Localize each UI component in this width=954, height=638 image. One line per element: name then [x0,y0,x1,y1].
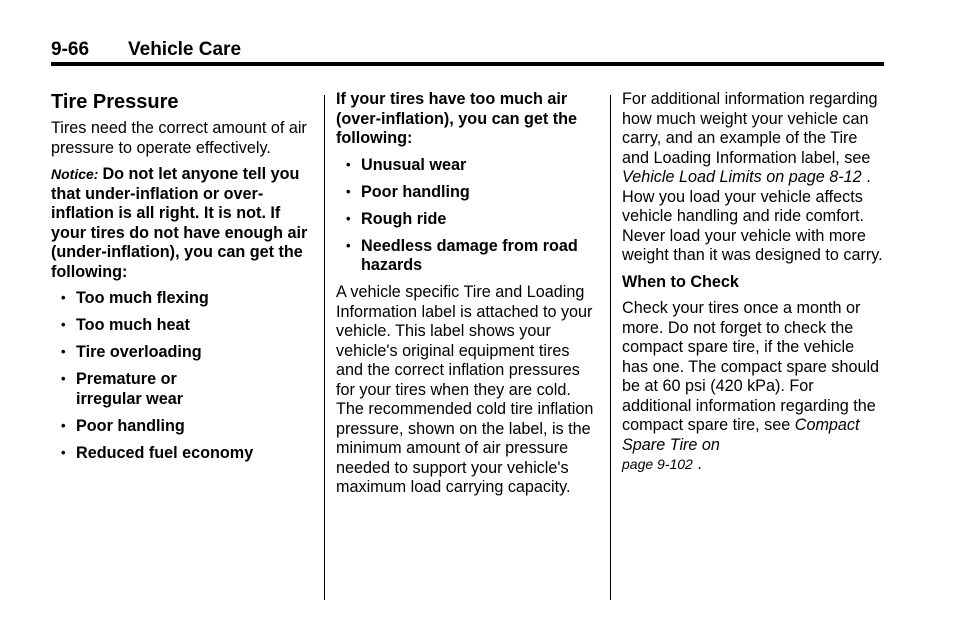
check-text: Check your tires once a month or more. Do not forget to check the compact spare tire, if the vehicle has one. The compact spare should be at 60 psi (420 kPa). For additional information regarding the compact spare tire, see [622,299,880,434]
sentence-end: . [697,455,702,473]
load-info-text: For additional information regarding how much weight your vehicle can carry, and an example of the Tire and Loading Information label, see [622,90,878,167]
column-2 [336,90,598,505]
vehicle-load-limits-link[interactable]: Vehicle Load Limits on page 8-12 [622,168,862,186]
loading-paragraph: How you load your vehicle affects vehicle handling and ride comfort. Never load your vehicle with more weight than it was designed to carry. [622,187,883,264]
list-item: • Needless damage from road hazards [346,237,598,276]
notice-label: Notice: [51,166,99,182]
over-inflation-heading: If your tires have too much air (over-inflation), you can get the following: [336,90,578,147]
check-paragraph [622,299,884,475]
list-item: • Unusual wear [346,156,598,176]
under-inflation-list [51,289,313,463]
list-item: • Poor handling [61,417,313,437]
page-header [51,39,241,61]
list-item: • Premature or irregular wear [61,370,196,409]
page-number: 9-66 [51,39,90,60]
list-item: • Too much flexing [61,289,313,309]
load-info-paragraph [622,90,884,188]
when-to-check-heading: When to Check [622,272,739,291]
header-rule [51,62,884,66]
column-divider-right [610,95,611,600]
label-paragraph: A vehicle specific Tire and Loading Information label is attached to your vehicle. This label shows your vehicle's original equipment tires and the correct inflation pressures for your tires when they are cold. The recommended cold tire inflation pressure, shown on the label, is the minimum amount of air pressure needed to support your vehicle's maximum load carrying capacity. [336,283,594,496]
list-item: • Tire overloading [61,343,313,363]
section-heading: Tire Pressure [51,91,179,113]
column-1 [51,90,313,471]
sentence-end: . [866,168,871,186]
intro-paragraph: Tires need the correct amount of air pressure to operate effectively. [51,119,307,157]
over-inflation-list [336,156,598,276]
list-item: • Reduced fuel economy [61,444,313,464]
list-item: • Rough ride [346,210,598,230]
notice-text: Do not let anyone tell you that under-inflation or over-inflation is all right. It is not. If your tires do not have enough air (under-inflation), you can get the following: [51,165,308,281]
section-title: Vehicle Care [128,39,242,60]
column-3 [622,90,884,482]
column-divider-left [324,95,325,600]
compact-spare-tire-page-link[interactable]: page 9-102 [622,456,693,472]
list-item: • Poor handling [346,183,598,203]
list-item: • Too much heat [61,316,313,336]
notice-paragraph [51,165,313,282]
compact-spare-tire-link[interactable]: Compact Spare Tire on [622,416,860,454]
